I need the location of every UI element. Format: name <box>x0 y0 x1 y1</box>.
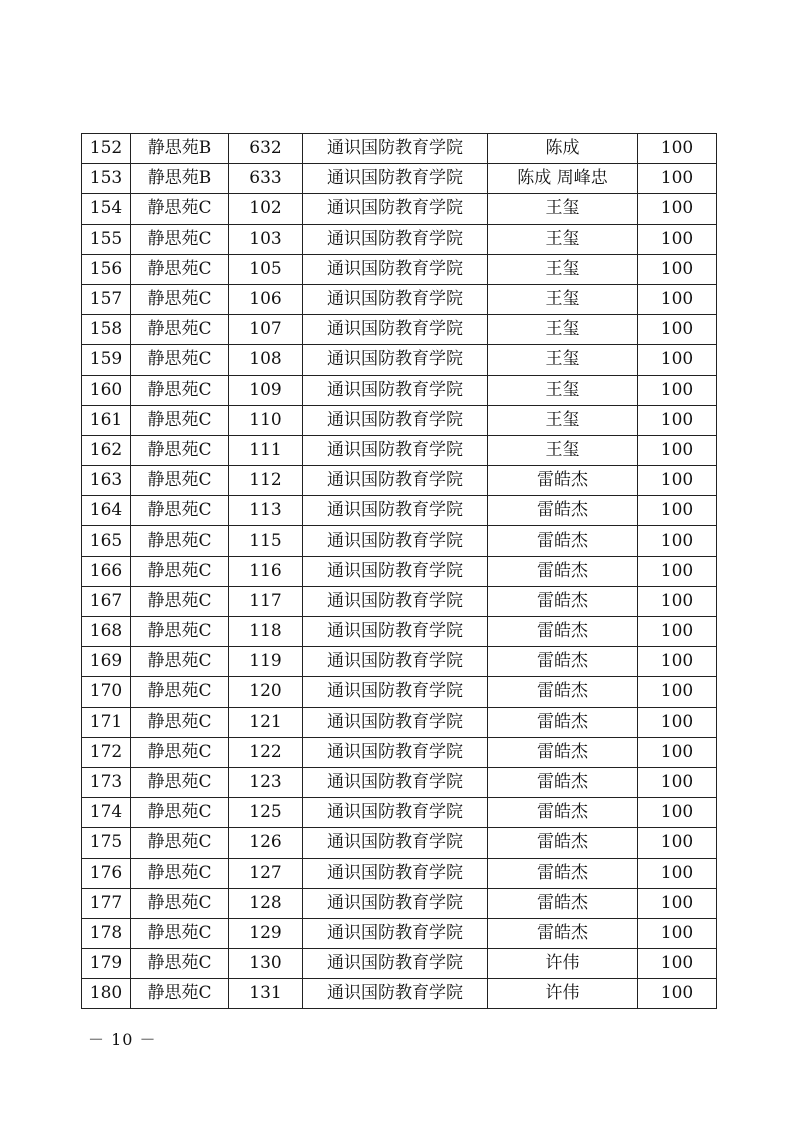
person-cell: 雷皓杰 <box>488 767 638 797</box>
table-row <box>82 979 717 1009</box>
room-cell: 131 <box>229 979 303 1009</box>
row-number-cell: 157 <box>82 284 131 314</box>
table-row <box>82 194 717 224</box>
score-cell: 100 <box>638 707 717 737</box>
row-number-cell: 166 <box>82 556 131 586</box>
building-cell: 静思苑C <box>131 979 229 1009</box>
unit-cell: 通识国防教育学院 <box>303 194 488 224</box>
table-row <box>82 586 717 616</box>
table-row <box>82 828 717 858</box>
table-row <box>82 254 717 284</box>
room-cell: 111 <box>229 435 303 465</box>
score-cell: 100 <box>638 466 717 496</box>
room-cell: 130 <box>229 949 303 979</box>
page-number: － 10 － <box>88 1030 157 1049</box>
dorm-score-table <box>81 133 717 1009</box>
score-cell: 100 <box>638 949 717 979</box>
table-body <box>82 134 717 1009</box>
room-cell: 107 <box>229 315 303 345</box>
table-row <box>82 677 717 707</box>
room-cell: 112 <box>229 466 303 496</box>
person-cell: 王玺 <box>488 315 638 345</box>
score-cell: 100 <box>638 979 717 1009</box>
person-cell: 许伟 <box>488 949 638 979</box>
person-cell: 王玺 <box>488 194 638 224</box>
unit-cell: 通识国防教育学院 <box>303 888 488 918</box>
table-row <box>82 798 717 828</box>
room-cell: 122 <box>229 737 303 767</box>
room-cell: 120 <box>229 677 303 707</box>
person-cell: 王玺 <box>488 435 638 465</box>
unit-cell: 通识国防教育学院 <box>303 767 488 797</box>
score-cell: 100 <box>638 617 717 647</box>
person-cell: 雷皓杰 <box>488 858 638 888</box>
room-cell: 117 <box>229 586 303 616</box>
room-cell: 128 <box>229 888 303 918</box>
room-cell: 108 <box>229 345 303 375</box>
person-cell: 陈成 周峰忠 <box>488 164 638 194</box>
row-number-cell: 175 <box>82 828 131 858</box>
unit-cell: 通识国防教育学院 <box>303 858 488 888</box>
table-row <box>82 556 717 586</box>
building-cell: 静思苑C <box>131 737 229 767</box>
table-row <box>82 375 717 405</box>
person-cell: 雷皓杰 <box>488 888 638 918</box>
building-cell: 静思苑B <box>131 134 229 164</box>
table-row <box>82 949 717 979</box>
person-cell: 雷皓杰 <box>488 828 638 858</box>
room-cell: 106 <box>229 284 303 314</box>
building-cell: 静思苑C <box>131 858 229 888</box>
row-number-cell: 162 <box>82 435 131 465</box>
score-cell: 100 <box>638 315 717 345</box>
person-cell: 雷皓杰 <box>488 586 638 616</box>
table-row <box>82 526 717 556</box>
building-cell: 静思苑C <box>131 496 229 526</box>
table-row <box>82 858 717 888</box>
table-row <box>82 647 717 677</box>
score-cell: 100 <box>638 858 717 888</box>
room-cell: 119 <box>229 647 303 677</box>
score-cell: 100 <box>638 164 717 194</box>
unit-cell: 通识国防教育学院 <box>303 828 488 858</box>
unit-cell: 通识国防教育学院 <box>303 284 488 314</box>
row-number-cell: 180 <box>82 979 131 1009</box>
unit-cell: 通识国防教育学院 <box>303 586 488 616</box>
person-cell: 陈成 <box>488 134 638 164</box>
room-cell: 126 <box>229 828 303 858</box>
room-cell: 129 <box>229 918 303 948</box>
building-cell: 静思苑C <box>131 677 229 707</box>
person-cell: 王玺 <box>488 405 638 435</box>
unit-cell: 通识国防教育学院 <box>303 918 488 948</box>
score-cell: 100 <box>638 284 717 314</box>
row-number-cell: 163 <box>82 466 131 496</box>
row-number-cell: 176 <box>82 858 131 888</box>
table-row <box>82 435 717 465</box>
score-cell: 100 <box>638 254 717 284</box>
row-number-cell: 173 <box>82 767 131 797</box>
row-number-cell: 167 <box>82 586 131 616</box>
score-cell: 100 <box>638 405 717 435</box>
row-number-cell: 174 <box>82 798 131 828</box>
building-cell: 静思苑C <box>131 345 229 375</box>
unit-cell: 通识国防教育学院 <box>303 134 488 164</box>
score-cell: 100 <box>638 918 717 948</box>
person-cell: 雷皓杰 <box>488 617 638 647</box>
room-cell: 116 <box>229 556 303 586</box>
score-cell: 100 <box>638 647 717 677</box>
table-row <box>82 466 717 496</box>
score-cell: 100 <box>638 828 717 858</box>
person-cell: 雷皓杰 <box>488 707 638 737</box>
row-number-cell: 161 <box>82 405 131 435</box>
row-number-cell: 165 <box>82 526 131 556</box>
building-cell: 静思苑C <box>131 918 229 948</box>
score-cell: 100 <box>638 526 717 556</box>
unit-cell: 通识国防教育学院 <box>303 737 488 767</box>
row-number-cell: 159 <box>82 345 131 375</box>
table-row <box>82 164 717 194</box>
unit-cell: 通识国防教育学院 <box>303 798 488 828</box>
building-cell: 静思苑C <box>131 888 229 918</box>
person-cell: 雷皓杰 <box>488 466 638 496</box>
unit-cell: 通识国防教育学院 <box>303 617 488 647</box>
building-cell: 静思苑C <box>131 949 229 979</box>
table-row <box>82 405 717 435</box>
building-cell: 静思苑C <box>131 647 229 677</box>
row-number-cell: 160 <box>82 375 131 405</box>
person-cell: 雷皓杰 <box>488 737 638 767</box>
building-cell: 静思苑C <box>131 828 229 858</box>
person-cell: 许伟 <box>488 979 638 1009</box>
unit-cell: 通识国防教育学院 <box>303 466 488 496</box>
unit-cell: 通识国防教育学院 <box>303 315 488 345</box>
score-cell: 100 <box>638 345 717 375</box>
building-cell: 静思苑B <box>131 164 229 194</box>
score-cell: 100 <box>638 375 717 405</box>
row-number-cell: 170 <box>82 677 131 707</box>
score-cell: 100 <box>638 224 717 254</box>
building-cell: 静思苑C <box>131 224 229 254</box>
row-number-cell: 154 <box>82 194 131 224</box>
row-number-cell: 171 <box>82 707 131 737</box>
row-number-cell: 152 <box>82 134 131 164</box>
score-cell: 100 <box>638 194 717 224</box>
person-cell: 王玺 <box>488 345 638 375</box>
room-cell: 633 <box>229 164 303 194</box>
room-cell: 121 <box>229 707 303 737</box>
table-row <box>82 345 717 375</box>
table-row <box>82 224 717 254</box>
building-cell: 静思苑C <box>131 586 229 616</box>
person-cell: 王玺 <box>488 224 638 254</box>
building-cell: 静思苑C <box>131 798 229 828</box>
table-row <box>82 767 717 797</box>
score-cell: 100 <box>638 888 717 918</box>
row-number-cell: 156 <box>82 254 131 284</box>
table-row <box>82 707 717 737</box>
room-cell: 102 <box>229 194 303 224</box>
row-number-cell: 164 <box>82 496 131 526</box>
person-cell: 雷皓杰 <box>488 526 638 556</box>
room-cell: 110 <box>229 405 303 435</box>
person-cell: 王玺 <box>488 375 638 405</box>
building-cell: 静思苑C <box>131 466 229 496</box>
building-cell: 静思苑C <box>131 435 229 465</box>
score-cell: 100 <box>638 556 717 586</box>
score-cell: 100 <box>638 677 717 707</box>
unit-cell: 通识国防教育学院 <box>303 647 488 677</box>
row-number-cell: 177 <box>82 888 131 918</box>
room-cell: 115 <box>229 526 303 556</box>
building-cell: 静思苑C <box>131 284 229 314</box>
building-cell: 静思苑C <box>131 556 229 586</box>
table-row <box>82 315 717 345</box>
building-cell: 静思苑C <box>131 526 229 556</box>
room-cell: 113 <box>229 496 303 526</box>
table-row <box>82 918 717 948</box>
table-row <box>82 496 717 526</box>
building-cell: 静思苑C <box>131 617 229 647</box>
unit-cell: 通识国防教育学院 <box>303 254 488 284</box>
person-cell: 雷皓杰 <box>488 496 638 526</box>
unit-cell: 通识国防教育学院 <box>303 224 488 254</box>
row-number-cell: 172 <box>82 737 131 767</box>
unit-cell: 通识国防教育学院 <box>303 556 488 586</box>
unit-cell: 通识国防教育学院 <box>303 496 488 526</box>
score-cell: 100 <box>638 435 717 465</box>
room-cell: 632 <box>229 134 303 164</box>
unit-cell: 通识国防教育学院 <box>303 164 488 194</box>
score-cell: 100 <box>638 496 717 526</box>
score-cell: 100 <box>638 798 717 828</box>
row-number-cell: 169 <box>82 647 131 677</box>
row-number-cell: 158 <box>82 315 131 345</box>
person-cell: 雷皓杰 <box>488 798 638 828</box>
building-cell: 静思苑C <box>131 375 229 405</box>
table-row <box>82 888 717 918</box>
building-cell: 静思苑C <box>131 707 229 737</box>
unit-cell: 通识国防教育学院 <box>303 375 488 405</box>
score-cell: 100 <box>638 737 717 767</box>
row-number-cell: 153 <box>82 164 131 194</box>
room-cell: 103 <box>229 224 303 254</box>
person-cell: 雷皓杰 <box>488 556 638 586</box>
room-cell: 125 <box>229 798 303 828</box>
unit-cell: 通识国防教育学院 <box>303 949 488 979</box>
row-number-cell: 178 <box>82 918 131 948</box>
score-cell: 100 <box>638 586 717 616</box>
person-cell: 王玺 <box>488 284 638 314</box>
table-row <box>82 737 717 767</box>
table-row <box>82 617 717 647</box>
unit-cell: 通识国防教育学院 <box>303 677 488 707</box>
unit-cell: 通识国防教育学院 <box>303 979 488 1009</box>
score-cell: 100 <box>638 134 717 164</box>
person-cell: 雷皓杰 <box>488 918 638 948</box>
unit-cell: 通识国防教育学院 <box>303 345 488 375</box>
room-cell: 109 <box>229 375 303 405</box>
room-cell: 118 <box>229 617 303 647</box>
room-cell: 105 <box>229 254 303 284</box>
row-number-cell: 179 <box>82 949 131 979</box>
unit-cell: 通识国防教育学院 <box>303 435 488 465</box>
table-row <box>82 134 717 164</box>
building-cell: 静思苑C <box>131 194 229 224</box>
person-cell: 王玺 <box>488 254 638 284</box>
person-cell: 雷皓杰 <box>488 677 638 707</box>
unit-cell: 通识国防教育学院 <box>303 526 488 556</box>
room-cell: 127 <box>229 858 303 888</box>
table-row <box>82 284 717 314</box>
row-number-cell: 155 <box>82 224 131 254</box>
building-cell: 静思苑C <box>131 767 229 797</box>
room-cell: 123 <box>229 767 303 797</box>
person-cell: 雷皓杰 <box>488 647 638 677</box>
score-cell: 100 <box>638 767 717 797</box>
building-cell: 静思苑C <box>131 405 229 435</box>
unit-cell: 通识国防教育学院 <box>303 707 488 737</box>
row-number-cell: 168 <box>82 617 131 647</box>
building-cell: 静思苑C <box>131 315 229 345</box>
building-cell: 静思苑C <box>131 254 229 284</box>
unit-cell: 通识国防教育学院 <box>303 405 488 435</box>
